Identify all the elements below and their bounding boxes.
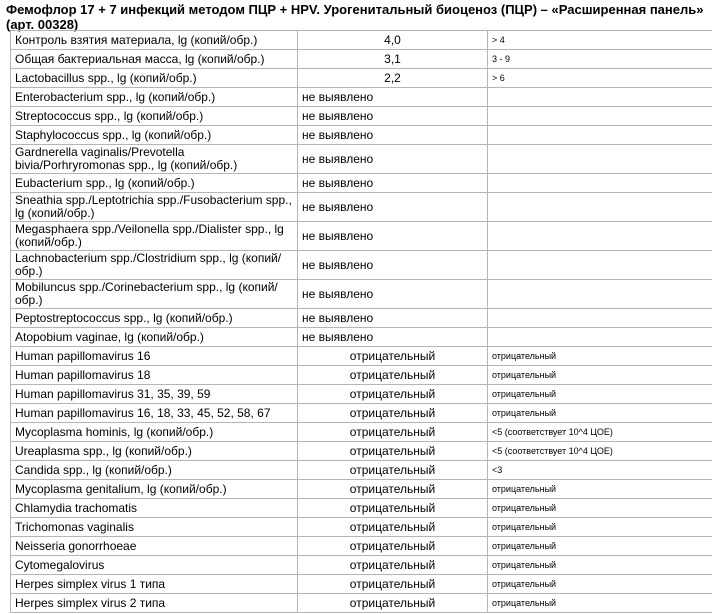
page-title: Фемофлор 17 + 7 инфекций методом ПЦР + HPV. Урогенитальный биоценоз (ПЦР) – «Расширенная панель» (арт. 00328) <box>6 2 704 32</box>
table-row <box>11 347 712 366</box>
reference-cell: отрицательный <box>488 537 712 556</box>
test-name-cell: Human papillomavirus 18 <box>11 366 298 385</box>
reference-cell: > 6 <box>488 69 712 88</box>
result-cell: отрицательный <box>298 556 488 575</box>
result-cell: не выявлено <box>298 251 488 280</box>
result-cell: не выявлено <box>298 107 488 126</box>
test-name-cell: Streptococcus spp., lg (копий/обр.) <box>11 107 298 126</box>
result-cell: отрицательный <box>298 575 488 594</box>
result-cell: отрицательный <box>298 594 488 613</box>
reference-cell <box>488 145 712 174</box>
result-cell: не выявлено <box>298 126 488 145</box>
test-name-cell: Human papillomavirus 31, 35, 39, 59 <box>11 385 298 404</box>
test-name-cell: Trichomonas vaginalis <box>11 518 298 537</box>
test-name-cell: Peptostreptococcus spp., lg (копий/обр.) <box>11 309 298 328</box>
reference-cell <box>488 88 712 107</box>
test-name-cell: Lachnobacterium spp./Clostridium spp., lg (копий/обр.) <box>11 251 298 280</box>
table-row <box>11 404 712 423</box>
result-cell: не выявлено <box>298 222 488 251</box>
test-name-cell: Megasphaera spp./Veilonella spp./Dialister spp., lg (копий/обр.) <box>11 222 298 251</box>
reference-cell: отрицательный <box>488 556 712 575</box>
table-row <box>11 537 712 556</box>
reference-cell <box>488 280 712 309</box>
test-name-cell: Mycoplasma genitalium, lg (копий/обр.) <box>11 480 298 499</box>
test-name-cell: Neisseria gonorrhoeae <box>11 537 298 556</box>
test-name-cell: Cytomegalovirus <box>11 556 298 575</box>
reference-cell: 3 - 9 <box>488 50 712 69</box>
result-cell: отрицательный <box>298 518 488 537</box>
table-row <box>11 328 712 347</box>
result-cell: 3,1 <box>298 50 488 69</box>
reference-cell <box>488 193 712 222</box>
test-name-cell: Eubacterium spp., lg (копий/обр.) <box>11 174 298 193</box>
test-name-cell: Lactobacillus spp., lg (копий/обр.) <box>11 69 298 88</box>
result-cell: не выявлено <box>298 328 488 347</box>
table-row <box>11 499 712 518</box>
test-name-cell: Candida spp., lg (копий/обр.) <box>11 461 298 480</box>
reference-cell: отрицательный <box>488 385 712 404</box>
result-cell: отрицательный <box>298 423 488 442</box>
table-row <box>11 251 712 280</box>
reference-cell: отрицательный <box>488 518 712 537</box>
test-name-cell: Human papillomavirus 16, 18, 33, 45, 52, 58, 67 <box>11 404 298 423</box>
table-row <box>11 69 712 88</box>
test-name-cell: Ureaplasma spp., lg (копий/обр.) <box>11 442 298 461</box>
table-row <box>11 575 712 594</box>
table-row <box>11 88 712 107</box>
table-row <box>11 50 712 69</box>
reference-cell <box>488 107 712 126</box>
reference-cell: отрицательный <box>488 575 712 594</box>
test-name-cell: Общая бактериальная масса, lg (копий/обр.) <box>11 50 298 69</box>
reference-cell <box>488 126 712 145</box>
result-cell: не выявлено <box>298 280 488 309</box>
result-cell: отрицательный <box>298 347 488 366</box>
table-row <box>11 31 712 50</box>
result-cell: не выявлено <box>298 145 488 174</box>
result-cell: отрицательный <box>298 404 488 423</box>
test-name-cell: Herpes simplex virus 1 типа <box>11 575 298 594</box>
table-row <box>11 556 712 575</box>
test-name-cell: Mobiluncus spp./Corinebacterium spp., lg (копий/обр.) <box>11 280 298 309</box>
test-name-cell: Chlamydia trachomatis <box>11 499 298 518</box>
results-table-body <box>11 31 712 613</box>
table-row <box>11 461 712 480</box>
reference-cell <box>488 309 712 328</box>
reference-cell: > 4 <box>488 31 712 50</box>
result-cell: отрицательный <box>298 499 488 518</box>
results-table <box>10 30 712 613</box>
reference-cell: отрицательный <box>488 499 712 518</box>
table-row <box>11 174 712 193</box>
test-name-cell: Контроль взятия материала, lg (копий/обр.) <box>11 31 298 50</box>
test-name-cell: Human papillomavirus 16 <box>11 347 298 366</box>
table-row <box>11 480 712 499</box>
reference-cell: <5 (соответствует 10^4 ЦОЕ) <box>488 423 712 442</box>
test-name-cell: Mycoplasma hominis, lg (копий/обр.) <box>11 423 298 442</box>
table-row <box>11 385 712 404</box>
result-cell: отрицательный <box>298 537 488 556</box>
table-row <box>11 222 712 251</box>
reference-cell <box>488 251 712 280</box>
table-row <box>11 193 712 222</box>
table-row <box>11 518 712 537</box>
table-row <box>11 280 712 309</box>
test-name-cell: Atopobium vaginae, lg (копий/обр.) <box>11 328 298 347</box>
reference-cell <box>488 222 712 251</box>
result-cell: отрицательный <box>298 461 488 480</box>
table-row <box>11 442 712 461</box>
reference-cell: <5 (соответствует 10^4 ЦОЕ) <box>488 442 712 461</box>
reference-cell: отрицательный <box>488 347 712 366</box>
reference-cell: отрицательный <box>488 366 712 385</box>
result-cell: 2,2 <box>298 69 488 88</box>
result-cell: отрицательный <box>298 442 488 461</box>
reference-cell: отрицательный <box>488 404 712 423</box>
table-row <box>11 594 712 613</box>
test-name-cell: Staphylococcus spp., lg (копий/обр.) <box>11 126 298 145</box>
result-cell: 4,0 <box>298 31 488 50</box>
reference-cell: отрицательный <box>488 480 712 499</box>
reference-cell <box>488 328 712 347</box>
table-row <box>11 145 712 174</box>
table-row <box>11 366 712 385</box>
result-cell: не выявлено <box>298 88 488 107</box>
result-cell: отрицательный <box>298 366 488 385</box>
test-name-cell: Gardnerella vaginalis/Prevotella bivia/Porhryromonas spp., lg (копий/обр.) <box>11 145 298 174</box>
result-cell: отрицательный <box>298 480 488 499</box>
table-row <box>11 423 712 442</box>
result-cell: отрицательный <box>298 385 488 404</box>
test-name-cell: Herpes simplex virus 2 типа <box>11 594 298 613</box>
table-row <box>11 309 712 328</box>
reference-cell <box>488 174 712 193</box>
table-row <box>11 107 712 126</box>
result-cell: не выявлено <box>298 174 488 193</box>
result-cell: не выявлено <box>298 193 488 222</box>
test-name-cell: Sneathia spp./Leptotrichia spp./Fusobacterium spp., lg (копий/обр.) <box>11 193 298 222</box>
reference-cell: отрицательный <box>488 594 712 613</box>
reference-cell: <3 <box>488 461 712 480</box>
table-row <box>11 126 712 145</box>
result-cell: не выявлено <box>298 309 488 328</box>
test-name-cell: Enterobacterium spp., lg (копий/обр.) <box>11 88 298 107</box>
